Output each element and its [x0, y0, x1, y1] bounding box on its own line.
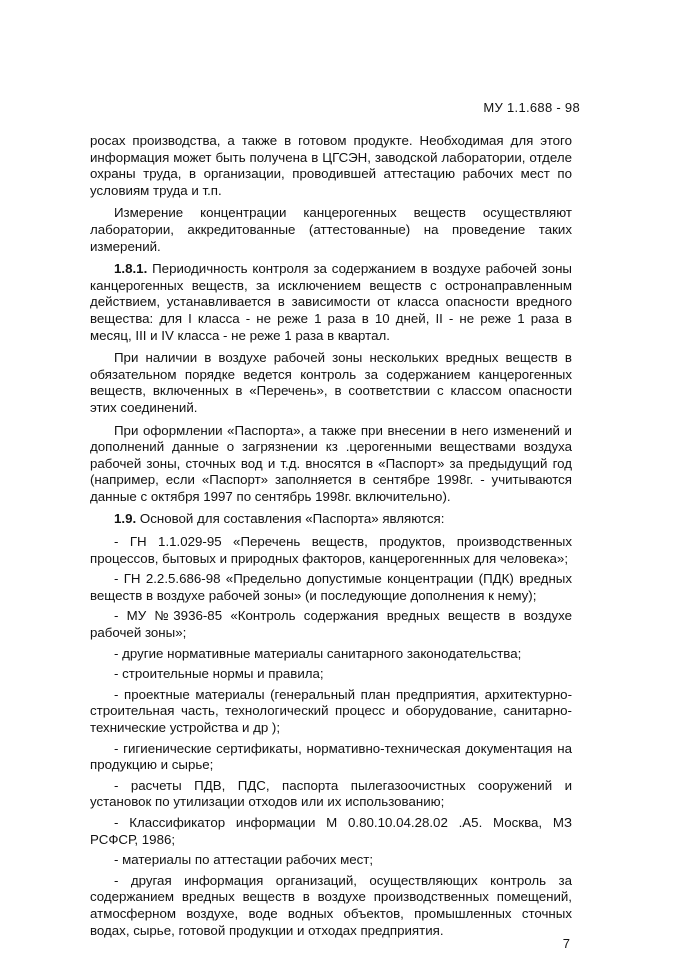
paragraph-text: Периодичность контроля за содержанием в воздухе рабочей зоны канцерогенных веществ, за исключением веществ с остронаправленным действием, устанавливается в зависимости от класса опасности вредного вещества: для I класса - не реже 1 раза в 10 дней, II - не реже 1 раза в месяц, III и IV класса - не реже 1 раза в квартал. [90, 261, 572, 343]
document-code-header: МУ 1.1.688 - 98 [483, 100, 580, 115]
list-item: - другая информация организаций, осуществляющих контроль за содержанием вредных веществ в воздухе производственных помещений, атмосферном воздухе, воде водных объектов, промышленных сточных водах, сырье, готовой продукции и отходах предприятия. [90, 872, 572, 938]
list-item: - строительные нормы и правила; [114, 666, 324, 682]
paragraph-continuation: росах производства, а также в готовом продукте. Необходимая для этого информация может быть получена в ЦГСЭН, заводской лаборатории, отделе охраны труда, в организации, проводившей аттестацию рабочих мест по условиям труда и т.п. [90, 133, 572, 198]
paragraph-1-9 [90, 511, 572, 528]
list-item: - МУ №3936-85 «Контроль содержания вредных веществ в воздухе рабочей зоны»; [90, 608, 572, 641]
page-number: 7 [562, 936, 570, 951]
list-item: - Классификатор информации М 0.80.10.04.28.02 .А5. Москва, МЗ РСФСР, 1986; [90, 814, 572, 847]
section-number: 1.9. [114, 511, 137, 527]
list-item: - материалы по аттестации рабочих мест; [114, 852, 374, 868]
document-body [90, 133, 572, 943]
list-item: - гигиенические сертификаты, нормативно-техническая документация на продукцию и сырье; [90, 740, 572, 773]
paragraph-1-8-1 [90, 261, 572, 344]
paragraph-text: Основой для составления «Паспорта» являются: [139, 511, 445, 527]
list-item: - проектные материалы (генеральный план предприятия, архитектурно-строительная часть, технологический процесс и оборудование, санитарно-технические устройства и др ); [90, 686, 572, 735]
list-item: - расчеты ПДВ, ПДС, паспорта пылегазоочистных сооружений и установок по утилизации отходов или их использованию; [90, 777, 572, 810]
list-item: - ГН 2.2.5.686-98 «Предельно допустимые концентрации (ПДК) вредных веществ в воздухе рабочей зоны» (и последующие дополнения к нему); [90, 571, 572, 603]
list-item: - другие нормативные материалы санитарного законодательства; [114, 645, 522, 661]
paragraph-passport-data: При оформлении «Паспорта», а также при внесении в него изменений и дополнений данные о загрязнении кз .церогенными веществами воздуха рабочей зоны, сточных вод и т.д. вносятся в «Паспорт» за предыдущий год (например, если «Паспорт» заполняется в сентябре 1998г. - учитываются данные с октября 1997 по сентябрь 1998г. включительно). [90, 422, 572, 504]
list-item: - ГН 1.1.029-95 «Перечень веществ, продуктов, производственных процессов, бытовых и природных факторов, канцерогеннных для человека»; [90, 534, 572, 566]
section-number: 1.8.1. [114, 261, 148, 277]
paragraph-multiple-substances: При наличии в воздухе рабочей зоны нескольких вредных веществ в обязательном порядке ведется контроль за содержанием канцерогенных веществ, включенных в «Перечень», в соответствии с классом опасности этих соединений. [90, 350, 572, 415]
paragraph-measurement: Измерение концентрации канцерогенных веществ осуществляют лаборатории, аккредитованные (аттестованные) на проведение таких измерений. [90, 205, 572, 254]
